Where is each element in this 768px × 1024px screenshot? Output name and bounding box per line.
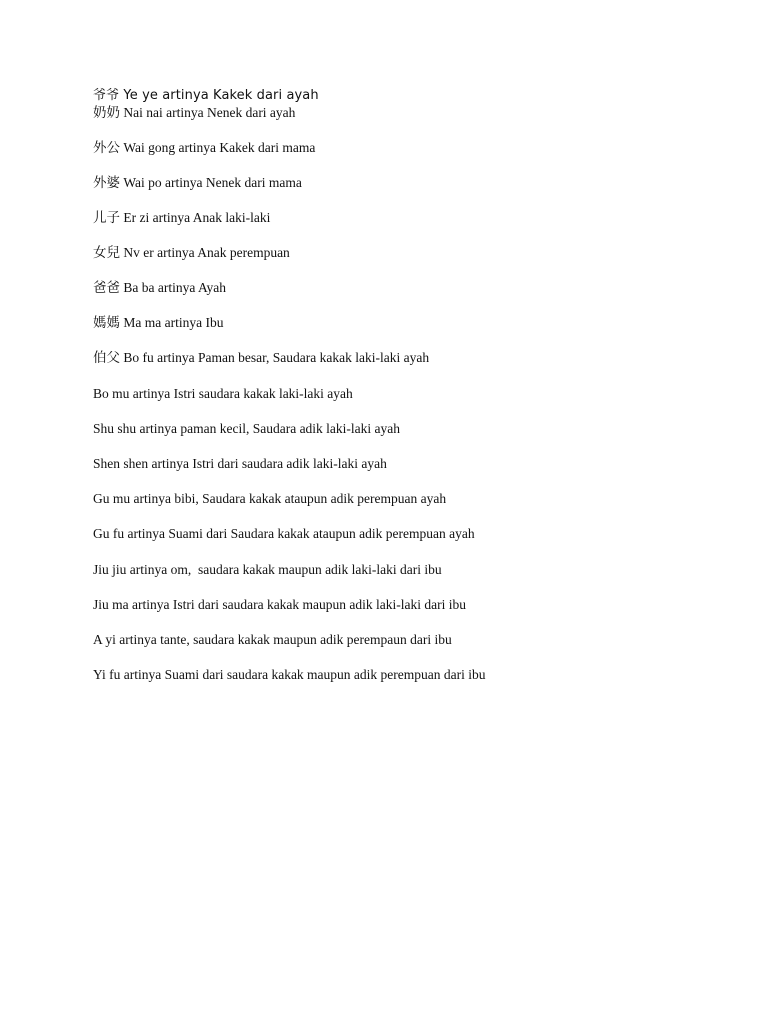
line-text: Yi fu artinya Suami dari saudara kakak maupun adik perempuan dari ibu (93, 667, 486, 682)
chinese-term: 媽媽 (93, 315, 120, 331)
document-line (93, 350, 429, 366)
chinese-term: 奶奶 (93, 105, 120, 121)
line-text: Shu shu artinya paman kecil, Saudara adik laki-laki ayah (93, 421, 401, 436)
document-line (93, 386, 353, 402)
chinese-term: 外公 (93, 140, 120, 156)
chinese-term: 儿子 (93, 210, 120, 226)
document-line (93, 315, 223, 331)
chinese-term: 爸爸 (93, 280, 120, 296)
line-text: Nai nai artinya Nenek dari ayah (120, 105, 296, 120)
document-line (93, 667, 486, 683)
line-text: Wai gong artinya Kakek dari mama (120, 140, 316, 155)
line-text: Jiu jiu artinya om, saudara kakak maupun adik laki-laki dari ibu (93, 562, 442, 577)
line-text: Ba ba artinya Ayah (120, 280, 226, 295)
line-text: Wai po artinya Nenek dari mama (120, 175, 302, 190)
line-text: A yi artinya tante, saudara kakak maupun adik perempaun dari ibu (93, 632, 452, 647)
document-line (93, 105, 295, 121)
line-text: Jiu ma artinya Istri dari saudara kakak maupun adik laki-laki dari ibu (93, 597, 467, 612)
line-text: Shen shen artinya Istri dari saudara adik laki-laki ayah (93, 456, 387, 471)
line-text: Nv er artinya Anak perempuan (120, 245, 290, 260)
line-text: Ma ma artinya Ibu (120, 315, 224, 330)
chinese-term: 爷爷 (93, 88, 120, 103)
document-line (93, 491, 446, 507)
document-line (93, 140, 315, 156)
document-line (93, 175, 302, 191)
line-text: Bo mu artinya Istri saudara kakak laki-laki ayah (93, 386, 353, 401)
chinese-term: 伯父 (93, 350, 120, 366)
document-line (93, 526, 475, 542)
chinese-term: 女兒 (93, 245, 120, 261)
document-line (93, 562, 442, 578)
document-line (93, 280, 226, 296)
line-text: Gu fu artinya Suami dari Saudara kakak ataupun adik perempuan ayah (93, 526, 475, 541)
line-text: Er zi artinya Anak laki-laki (120, 210, 271, 225)
document-line (93, 421, 400, 437)
document-line (93, 456, 387, 472)
line-text: Bo fu artinya Paman besar, Saudara kakak laki-laki ayah (120, 350, 430, 365)
document-line (93, 632, 452, 648)
line-text: Gu mu artinya bibi, Saudara kakak ataupun adik perempuan ayah (93, 491, 447, 506)
document-line (93, 597, 466, 613)
document-line (93, 88, 319, 104)
document-line (93, 245, 290, 261)
chinese-term: 外婆 (93, 175, 120, 191)
line-text: Ye ye artinya Kakek dari ayah (119, 88, 319, 103)
document-line (93, 210, 270, 226)
